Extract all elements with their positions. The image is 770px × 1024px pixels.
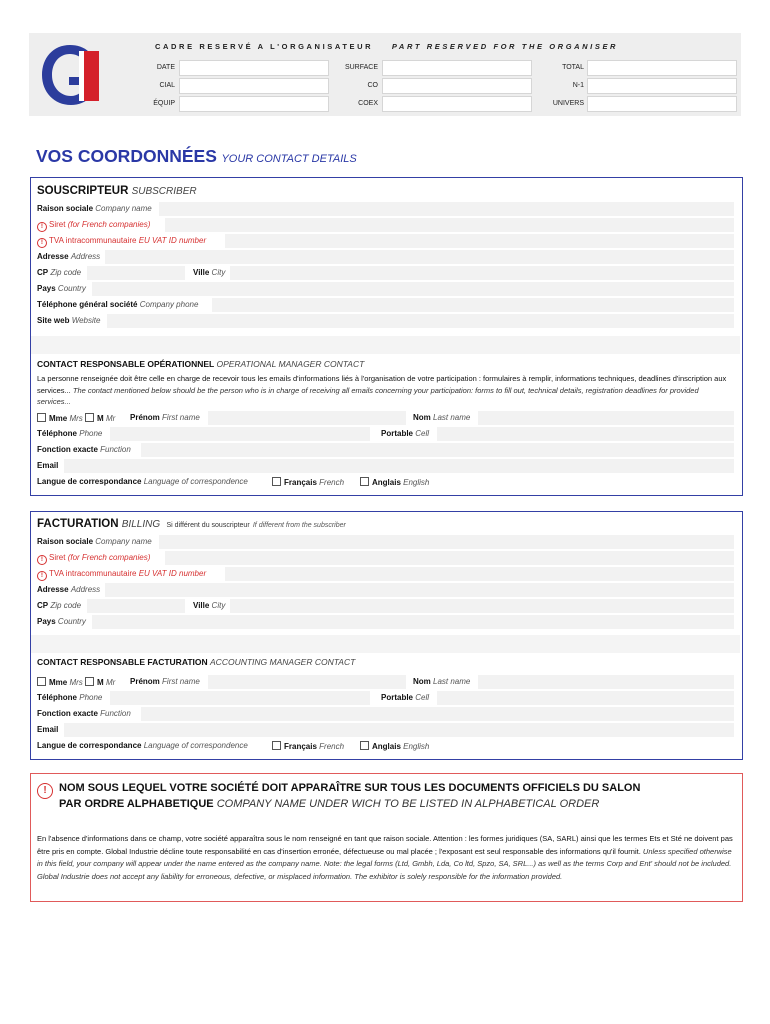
warning-icon: ! bbox=[37, 222, 47, 232]
ops-phone-label: Téléphone Phone bbox=[37, 429, 103, 438]
acc-email-label: Email bbox=[37, 725, 59, 734]
coex-field[interactable] bbox=[382, 96, 532, 112]
m-checkbox[interactable] bbox=[85, 413, 94, 422]
univers-label: UNIVERS bbox=[552, 100, 584, 107]
n1-field[interactable] bbox=[587, 78, 737, 94]
billing-address-label: Adresse Address bbox=[37, 585, 101, 594]
listing-name-notice: En l'absence d'informations dans ce champ, votre société apparaîtra sous le nom renseigné en tant que raison sociale. Attention : les formes juridiques (SA, SARL) ainsi que les termes Ets et Sté ne doivent pas être pris en compte. Global Industrie décline toute responsabilité en cas d'insertion erronée, défectueuse ou mal placée ; l'exposant est seul responsable des informations qu'il fournit. Unless specified otherwise in this field, your company will appear under the name entered as the company name. Note: the legal forms (Ltd, Gmbh, Lda, Co ltd, Spzo, SA, SRL...) as well as the terms Corp and Ent' should not be included. Global Industrie does not accept any liability for erroneous, defective, or misplaced information. The exhibitor is solely responsible for the information provided. bbox=[37, 834, 733, 881]
global-industrie-logo bbox=[39, 43, 101, 107]
acc-phone-input[interactable] bbox=[110, 691, 370, 705]
billing-siret-input[interactable] bbox=[165, 551, 734, 565]
billing-siret-label: ! Siret (for French companies) bbox=[37, 553, 150, 565]
company-name-input[interactable] bbox=[159, 202, 734, 216]
billing-city-input[interactable] bbox=[230, 599, 734, 613]
date-field[interactable] bbox=[179, 60, 329, 76]
billing-heading: FACTURATION BILLING Si différent du souscripteur If different from the subscriber bbox=[37, 518, 346, 530]
company-phone-label: Téléphone général société Company phone bbox=[37, 300, 199, 309]
mme-checkbox[interactable] bbox=[37, 413, 46, 422]
city-label: Ville City bbox=[193, 268, 226, 277]
acc-mobile-input[interactable] bbox=[437, 691, 734, 705]
vat-input[interactable] bbox=[225, 234, 734, 248]
acc-last-name-label: Nom Last name bbox=[413, 677, 471, 686]
address-input[interactable] bbox=[105, 250, 734, 264]
ops-first-name-input[interactable] bbox=[208, 411, 406, 425]
french-checkbox[interactable] bbox=[272, 477, 281, 486]
website-label: Site web Website bbox=[37, 316, 101, 325]
ops-last-name-input[interactable] bbox=[478, 411, 734, 425]
acc-last-name-input[interactable] bbox=[478, 675, 734, 689]
section-divider bbox=[31, 336, 740, 354]
ops-email-input[interactable] bbox=[64, 459, 734, 473]
acc-function-input[interactable] bbox=[141, 707, 734, 721]
acc-first-name-input[interactable] bbox=[208, 675, 406, 689]
organiser-title: CADRE RESERVÉ A L'ORGANISATEUR PART RESERVED FOR THE ORGANISER bbox=[155, 42, 619, 51]
company-phone-input[interactable] bbox=[212, 298, 734, 312]
acc-email-input[interactable] bbox=[64, 723, 734, 737]
siret-input[interactable] bbox=[165, 218, 734, 232]
ops-contact-description: La personne renseignée doit être celle en charge de recevoir tous les emails d'informations liés à l'organisation de votre participation : formulaires à remplir, informations techniques, deadlines d'inscription aux services... The contact mentioned below should be the person who is in charge of receiving all emails concerning your participation: forms to fill out, technical details, registration deadlines for provided services... bbox=[37, 374, 727, 406]
country-label: Pays Country bbox=[37, 284, 86, 293]
billing-country-label: Pays Country bbox=[37, 617, 86, 626]
surface-field[interactable] bbox=[382, 60, 532, 76]
acc-phone-label: Téléphone Phone bbox=[37, 693, 103, 702]
billing-address-input[interactable] bbox=[105, 583, 734, 597]
ops-mobile-input[interactable] bbox=[437, 427, 734, 441]
website-input[interactable] bbox=[107, 314, 734, 328]
co-field[interactable] bbox=[382, 78, 532, 94]
acc-language-label: Langue de correspondance Language of correspondence bbox=[37, 741, 248, 750]
section-divider bbox=[31, 635, 740, 653]
ops-contact-heading: CONTACT RESPONSABLE OPÉRATIONNEL OPERATIONAL MANAGER CONTACT bbox=[37, 359, 365, 369]
alert-icon: ! bbox=[37, 783, 53, 799]
siret-label: ! Siret (for French companies) bbox=[37, 220, 150, 232]
zip-label: CP Zip code bbox=[37, 268, 82, 277]
billing-country-input[interactable] bbox=[92, 615, 734, 629]
ops-last-name-label: Nom Last name bbox=[413, 413, 471, 422]
zip-input[interactable] bbox=[87, 266, 185, 280]
m-checkbox[interactable] bbox=[85, 677, 94, 686]
french-checkbox[interactable] bbox=[272, 741, 281, 750]
ops-english-option[interactable]: Anglais English bbox=[360, 477, 429, 488]
subscriber-heading: SOUSCRIPTEUR SUBSCRIBER bbox=[37, 185, 197, 197]
acc-contact-heading: CONTACT RESPONSABLE FACTURATION ACCOUNTING MANAGER CONTACT bbox=[37, 657, 356, 667]
co-label: CO bbox=[367, 82, 378, 89]
billing-vat-input[interactable] bbox=[225, 567, 734, 581]
surface-label: SURFACE bbox=[344, 64, 378, 71]
ops-mobile-label: Portable Cell bbox=[381, 429, 430, 438]
n1-label: N-1 bbox=[572, 82, 584, 89]
listing-name-input[interactable] bbox=[31, 815, 740, 829]
coex-label: COEX bbox=[358, 100, 378, 107]
ops-french-option[interactable]: Français French bbox=[272, 477, 344, 488]
city-input[interactable] bbox=[230, 266, 734, 280]
acc-title-checkboxes: Mme Mrs M Mr bbox=[37, 677, 115, 688]
billing-zip-label: CP Zip code bbox=[37, 601, 82, 610]
total-field[interactable] bbox=[587, 60, 737, 76]
warning-icon: ! bbox=[37, 555, 47, 565]
ops-language-label: Langue de correspondance Language of correspondence bbox=[37, 477, 248, 486]
billing-zip-input[interactable] bbox=[87, 599, 185, 613]
english-checkbox[interactable] bbox=[360, 741, 369, 750]
acc-mobile-label: Portable Cell bbox=[381, 693, 430, 702]
cial-label: CIAL bbox=[159, 82, 175, 89]
equip-label: ÉQUIP bbox=[153, 100, 175, 107]
ops-email-label: Email bbox=[37, 461, 59, 470]
ops-first-name-label: Prénom First name bbox=[130, 413, 200, 422]
billing-company-input[interactable] bbox=[159, 535, 734, 549]
billing-city-label: Ville City bbox=[193, 601, 226, 610]
english-checkbox[interactable] bbox=[360, 477, 369, 486]
address-label: Adresse Address bbox=[37, 252, 101, 261]
warning-icon: ! bbox=[37, 571, 47, 581]
date-label: DATE bbox=[156, 64, 175, 71]
vat-label: ! TVA intracommunautaire EU VAT ID number bbox=[37, 236, 206, 248]
billing-company-label: Raison sociale Company name bbox=[37, 537, 152, 546]
listing-name-heading: NOM SOUS LEQUEL VOTRE SOCIÉTÉ DOIT APPARAÎTRE SUR TOUS LES DOCUMENTS OFFICIELS DU SALON PAR ORDRE ALPHABETIQUE COMPANY NAME UNDER WICH TO BE LISTED IN ALPHABETICAL ORDER bbox=[59, 782, 641, 810]
univers-field[interactable] bbox=[587, 96, 737, 112]
acc-english-option[interactable]: Anglais English bbox=[360, 741, 429, 752]
acc-first-name-label: Prénom First name bbox=[130, 677, 200, 686]
cial-field[interactable] bbox=[179, 78, 329, 94]
billing-vat-label: ! TVA intracommunautaire EU VAT ID number bbox=[37, 569, 206, 581]
page-title: VOS COORDONNÉES YOUR CONTACT DETAILS bbox=[36, 146, 357, 166]
ops-function-label: Fonction exacte Function bbox=[37, 445, 131, 454]
company-name-label: Raison sociale Company name bbox=[37, 204, 152, 213]
equip-field[interactable] bbox=[179, 96, 329, 112]
acc-function-label: Fonction exacte Function bbox=[37, 709, 131, 718]
title-checkboxes: Mme Mrs M Mr bbox=[37, 413, 115, 424]
warning-icon: ! bbox=[37, 238, 47, 248]
total-label: TOTAL bbox=[562, 64, 584, 71]
ops-phone-input[interactable] bbox=[110, 427, 370, 441]
country-input[interactable] bbox=[92, 282, 734, 296]
acc-french-option[interactable]: Français French bbox=[272, 741, 344, 752]
ops-function-input[interactable] bbox=[141, 443, 734, 457]
mme-checkbox[interactable] bbox=[37, 677, 46, 686]
